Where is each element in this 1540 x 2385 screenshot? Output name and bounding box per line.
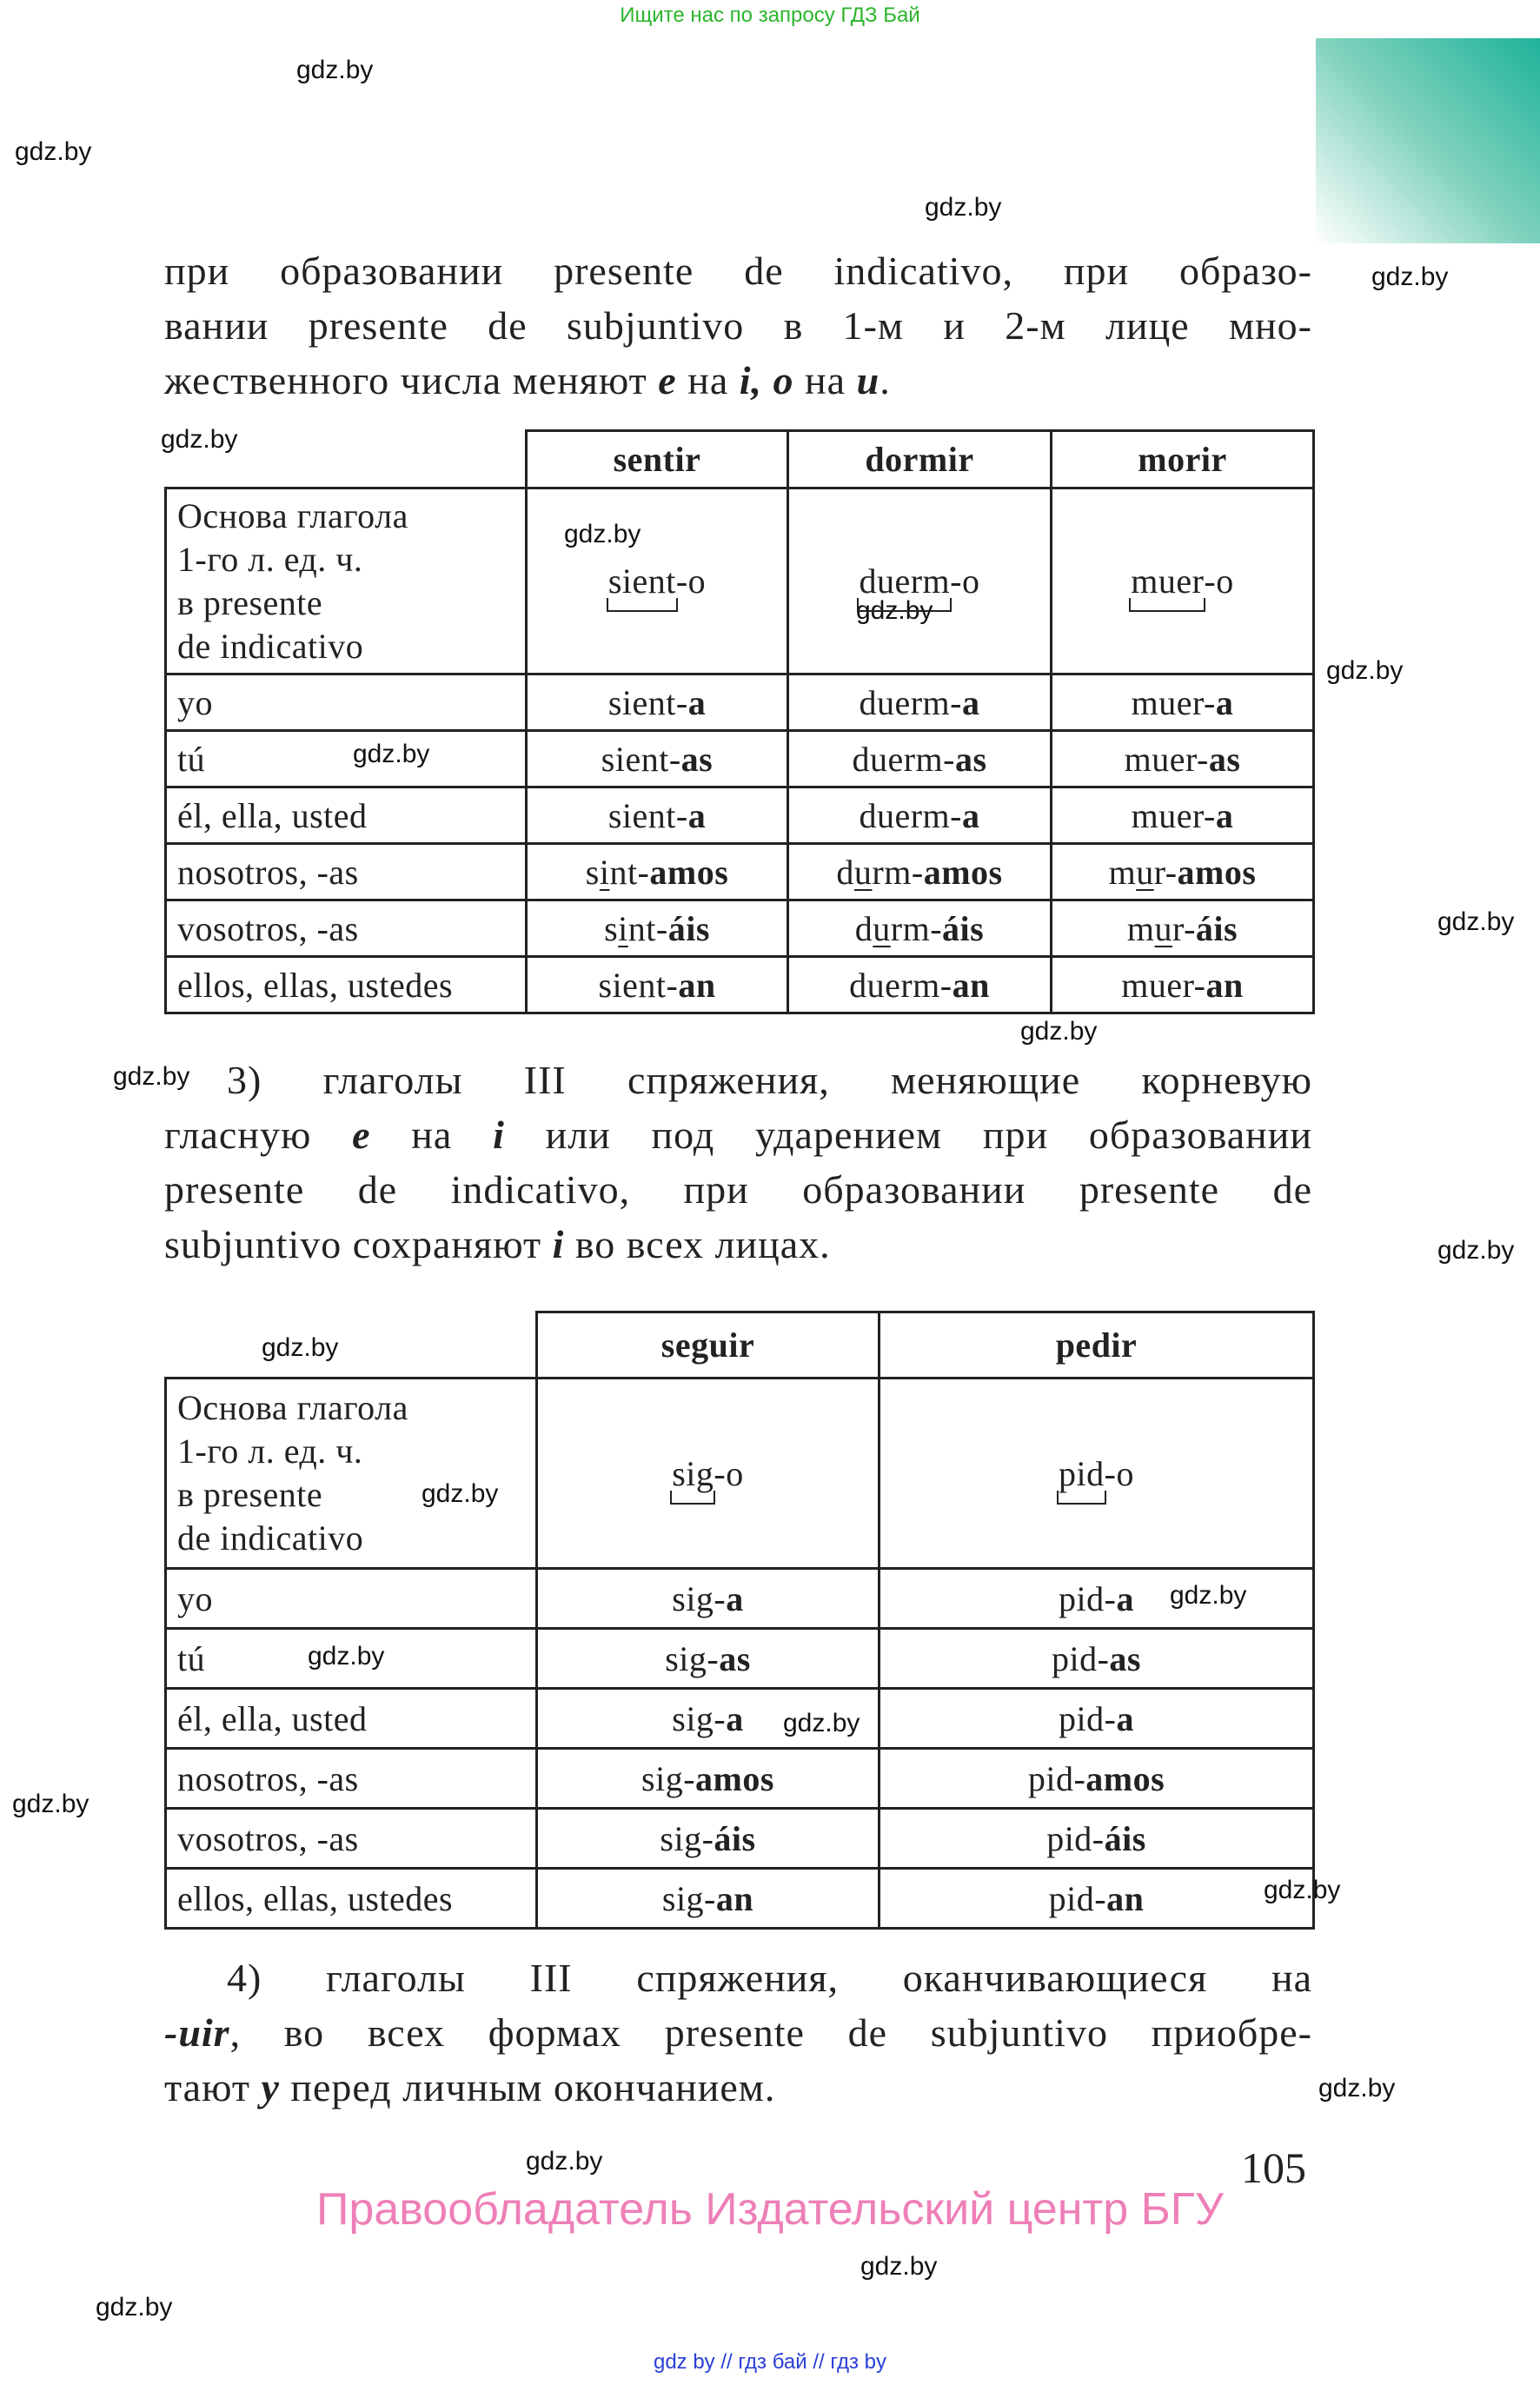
text-segment: presente de indicativo, при образовании presente de [164,1167,1312,1212]
table-row [166,1749,1314,1809]
text-segment: тают [164,2065,262,2109]
stem-cell [537,1379,880,1569]
text-segment: sig- [665,1638,720,1678]
text-segment: sient- [607,795,688,835]
person-label: él, ella, usted [166,787,527,844]
emphasis-text: an [1205,965,1244,1005]
stem-ending: -o [950,561,980,601]
watermark-text: gdz.by [925,193,1002,222]
person-label: ellos, ellas, ustedes [166,957,527,1013]
stressed-vowel: i [618,908,628,948]
emphasis-text: áis [1195,908,1238,948]
blank-corner-cell [166,431,527,488]
conjugated-form-cell [537,1809,880,1869]
emphasis-text: áis [1104,1818,1146,1858]
stem-label-line: в presente [177,582,323,622]
stem-cell [1052,488,1314,674]
text-segment: во всех лицах. [564,1222,831,1266]
stem-label-line: 1-го л. ед. ч. [177,1432,363,1471]
watermark-text: gdz.by [526,2147,603,2176]
column-header-seguir: seguir [537,1312,880,1379]
table-row [166,787,1314,844]
stem-ending: -o [1104,1453,1134,1493]
conjugated-form-cell [880,1749,1314,1809]
text-segment: muer- [1131,682,1216,722]
text-segment: при образовании presente de indicativo, при образо- [164,249,1312,293]
emphasis-text: y [261,2065,280,2109]
text-segment: pid- [1051,1638,1110,1678]
text-segment: на [370,1113,494,1157]
emphasis-text: amos [1085,1758,1165,1798]
watermark-text: gdz.by [860,2252,938,2281]
text-line [164,1107,1312,1162]
watermark-text: gdz.by [12,1790,90,1818]
stem-cell [527,488,788,674]
text-segment: на [793,358,857,402]
emphasis-text: a [1215,795,1234,835]
column-header-sentir: sentir [527,431,788,488]
emphasis-text: -uir [164,2010,230,2055]
watermark-text: gdz.by [1326,656,1404,685]
table-row [166,1869,1314,1929]
watermark-text: gdz.by [353,740,430,768]
stem-ending: -o [1204,561,1234,601]
text-segment: d [836,852,854,892]
conjugated-form-cell [527,844,788,900]
table-row [166,1569,1314,1629]
conjugated-form-cell [1052,674,1314,731]
watermark-text: gdz.by [262,1333,339,1362]
emphasis-text: a [726,1698,744,1738]
text-segment: muer- [1121,965,1206,1005]
conjugated-form-cell [788,731,1052,787]
stressed-vowel: u [853,852,873,892]
text-segment: pid- [1046,1818,1105,1858]
stem-ending: -o [675,561,707,601]
text-segment: sig- [660,1818,714,1858]
conjugated-form-cell [788,900,1052,957]
conjugated-form-cell [537,1629,880,1689]
text-segment: s [585,852,600,892]
footer-links[interactable]: gdz by // гдз бай // гдз by [653,2350,887,2374]
conjugated-form-cell [1052,787,1314,844]
stressed-vowel: u [1136,852,1154,892]
conjugation-table-seguir-pedir [164,1311,1315,1930]
paragraph-1 [164,243,1312,408]
emphasis-text: an [715,1878,754,1918]
text-line [164,2060,1312,2115]
text-line [164,243,1312,298]
emphasis-text: e [352,1113,371,1157]
person-label: ellos, ellas, ustedes [166,1869,537,1929]
conjugated-form-cell [788,957,1052,1013]
conjugation-table-sentir-dormir-morir [164,429,1315,1014]
emphasis-text: an [952,965,990,1005]
blank-corner-cell [166,1312,537,1379]
stem-label-line: de indicativo [177,1518,364,1558]
emphasis-text: an [678,965,716,1005]
person-label: nosotros, -as [166,844,527,900]
conjugated-form-cell [880,1689,1314,1749]
watermark-text: gdz.by [1371,262,1449,291]
verb-stem: muer [1131,561,1205,601]
verb-stem: duerm [859,561,951,601]
watermark-text: gdz.by [113,1062,190,1091]
conjugated-form-cell [880,1869,1314,1929]
watermark-text: gdz.by [296,56,374,84]
conjugated-form-cell [1052,731,1314,787]
text-segment: на [676,358,740,402]
table-row [166,844,1314,900]
text-segment: pid- [1059,1578,1117,1618]
conjugated-form-cell [527,900,788,957]
text-segment: muer- [1124,739,1209,779]
text-segment: duerm- [859,682,962,722]
text-segment: гласную [164,1113,353,1157]
text-segment: pid- [1059,1698,1117,1738]
text-segment: subjuntivo сохраняют [164,1222,553,1266]
emphasis-text: áis [667,908,710,948]
text-segment: r- [1153,852,1178,892]
emphasis-text: as [954,739,987,779]
emphasis-text: u [856,358,880,402]
text-segment: pid- [1048,1878,1107,1918]
watermark-text: gdz.by [161,425,238,454]
text-segment: rm- [890,908,943,948]
table-row [166,1629,1314,1689]
verb-stem: pid [1059,1453,1105,1493]
table-row [166,1689,1314,1749]
corner-gradient-decoration [1316,38,1540,243]
text-segment: вании presente de subjuntivo в 1-м и 2-м лице мно- [164,303,1312,348]
person-label: yo [166,674,527,731]
watermark-text: gdz.by [1264,1876,1341,1904]
emphasis-text: i, o [739,358,794,402]
column-header-pedir: pedir [880,1312,1314,1379]
emphasis-text: amos [695,1758,774,1798]
conjugated-form-cell [527,787,788,844]
text-line [164,1053,1312,1107]
conjugated-form-cell [788,787,1052,844]
person-label: nosotros, -as [166,1749,537,1809]
watermark-text: gdz.by [422,1479,499,1508]
conjugated-form-cell [527,957,788,1013]
emphasis-text: as [680,739,714,779]
text-segment: sig- [661,1878,716,1918]
emphasis-text: a [1116,1698,1134,1738]
person-label: él, ella, usted [166,1689,537,1749]
conjugated-form-cell [537,1869,880,1929]
emphasis-text: a [687,682,707,722]
text-segment: r- [1172,908,1196,948]
stem-label-line: Основа глагола [177,1388,408,1427]
header-row [166,431,1314,488]
stem-ending: -o [714,1453,744,1493]
text-segment: , во всех формах presente de subjuntivo приобре- [229,2010,1312,2055]
stem-label-line: 1-го л. ед. ч. [177,539,363,579]
watermark-text: gdz.by [96,2293,173,2322]
paragraph-4 [164,1950,1312,2115]
conjugated-form-cell [537,1569,880,1629]
text-segment: nt- [609,852,650,892]
emphasis-text: a [726,1578,744,1618]
text-segment: m [1126,908,1155,948]
emphasis-text: áis [942,908,985,948]
emphasis-text: a [962,795,980,835]
conjugated-form-cell [788,674,1052,731]
emphasis-text: e [658,358,677,402]
text-segment: sig- [672,1698,727,1738]
emphasis-text: i [552,1222,565,1266]
table-row [166,674,1314,731]
text-segment: sig- [641,1758,696,1798]
stressed-vowel: i [599,852,610,892]
conjugated-form-cell [1052,957,1314,1013]
conjugated-form-cell [788,844,1052,900]
stem-cell [880,1379,1314,1569]
person-label: yo [166,1569,537,1629]
conjugated-form-cell [1052,900,1314,957]
conjugated-form-cell [880,1629,1314,1689]
emphasis-text: a [962,682,980,722]
stem-row [166,488,1314,674]
watermark-text: gdz.by [856,596,933,625]
text-segment: sient- [607,682,688,722]
stem-label-cell [166,488,527,674]
emphasis-text: a [687,795,707,835]
text-segment: перед личным окончанием. [279,2065,776,2109]
text-segment: жественного числа меняют [164,358,659,402]
stem-label-line: в presente [177,1475,323,1514]
text-segment: duerm- [849,965,953,1005]
emphasis-text: amos [1177,852,1257,892]
person-label: vosotros, -as [166,1809,537,1869]
emphasis-text: áis [714,1818,756,1858]
text-segment: 3) глаголы III спряжения, меняющие корневую [227,1058,1312,1102]
table-row [166,957,1314,1013]
paragraph-3 [164,1053,1312,1272]
stem-label-line: de indicativo [177,626,364,666]
emphasis-text: as [1208,739,1241,779]
column-header-dormir: dormir [788,431,1052,488]
stressed-vowel: u [1154,908,1173,948]
text-segment: m [1108,852,1137,892]
copyright-notice: Правообладатель Издательский центр БГУ [316,2184,1224,2235]
emphasis-text: a [1215,682,1234,722]
conjugated-form-cell [880,1809,1314,1869]
table-row [166,900,1314,957]
text-segment: duerm- [859,795,962,835]
text-line [164,2005,1312,2060]
page-number: 105 [1241,2143,1306,2192]
watermark-text: gdz.by [1318,2074,1396,2103]
conjugated-form-cell [1052,844,1314,900]
watermark-text: gdz.by [564,520,641,548]
conjugated-form-cell [880,1569,1314,1629]
conjugated-form-cell [537,1689,880,1749]
emphasis-text: as [1109,1638,1141,1678]
text-segment: nt- [627,908,668,948]
watermark-text: gdz.by [1437,907,1515,936]
emphasis-text: a [1116,1578,1134,1618]
text-segment: . [880,358,891,402]
text-segment: d [854,908,873,948]
text-segment: sig- [672,1578,727,1618]
text-segment: 4) глаголы III спряжения, оканчивающиеся на [227,1956,1312,2000]
emphasis-text: as [719,1638,751,1678]
text-line [164,1162,1312,1217]
watermark-text: gdz.by [1170,1581,1247,1610]
text-line [164,1950,1312,2005]
table-row [166,731,1314,787]
conjugated-form-cell [537,1749,880,1809]
person-label: tú [166,731,527,787]
text-segment: или под ударением при образовании [504,1113,1312,1157]
watermark-text: gdz.by [1437,1236,1515,1265]
person-label: tú [166,1629,537,1689]
emphasis-text: amos [923,852,1003,892]
watermark-text: gdz.by [308,1642,385,1671]
column-header-morir: morir [1052,431,1314,488]
text-line [164,353,1312,408]
conjugated-form-cell [527,674,788,731]
watermark-text: gdz.by [1020,1017,1098,1046]
verb-stem: sig [672,1453,714,1493]
text-segment: pid- [1027,1758,1086,1798]
emphasis-text: amos [649,852,729,892]
text-segment: muer- [1131,795,1216,835]
table-row [166,1809,1314,1869]
watermark-text: gdz.by [783,1709,860,1737]
verb-stem: sient [607,561,676,601]
text-segment: sient- [601,739,681,779]
text-segment: sient- [598,965,679,1005]
top-banner: Ищите нас по запросу ГДЗ Бай [620,3,920,27]
text-line [164,298,1312,353]
text-line [164,1217,1312,1272]
header-row [166,1312,1314,1379]
conjugated-form-cell [527,731,788,787]
emphasis-text: i [493,1113,505,1157]
text-segment: s [604,908,619,948]
stem-row [166,1379,1314,1569]
stem-cell [788,488,1052,674]
text-segment: rm- [872,852,924,892]
stem-label-line: Основа глагола [177,495,408,535]
text-segment: duerm- [852,739,955,779]
stressed-vowel: u [873,908,891,948]
watermark-text: gdz.by [15,137,92,166]
emphasis-text: an [1106,1878,1145,1918]
stem-label-cell [166,1379,537,1569]
person-label: vosotros, -as [166,900,527,957]
